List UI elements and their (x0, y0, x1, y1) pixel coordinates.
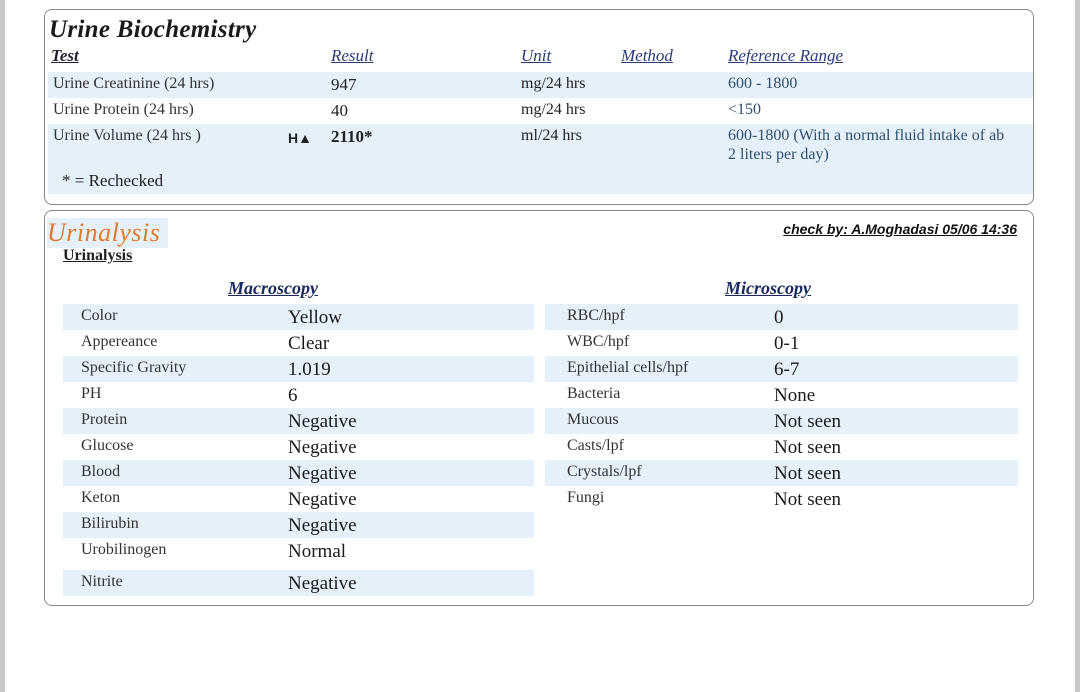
microscopy-label: WBC/hpf (567, 333, 630, 350)
macroscopy-value: Yellow (288, 307, 343, 328)
left-page-edge (0, 0, 5, 692)
macroscopy-label: Keton (81, 489, 121, 506)
macroscopy-value: 6 (288, 385, 298, 406)
list-item (63, 382, 534, 408)
result-value: 40 (331, 101, 348, 120)
macroscopy-label: Nitrite (81, 573, 123, 590)
microscopy-label: RBC/hpf (567, 307, 625, 324)
reference-range: 600 - 1800 (728, 75, 798, 92)
microscopy-value: 0-1 (774, 333, 800, 354)
list-item (63, 330, 534, 356)
macroscopy-value: Negative (288, 463, 357, 484)
result-value: 2110* (331, 127, 373, 146)
list-item (545, 460, 1018, 486)
macroscopy-value: Negative (288, 411, 357, 432)
right-page-edge (1075, 0, 1080, 692)
microscopy-value: 0 (774, 307, 784, 328)
unit: mg/24 hrs (521, 101, 586, 118)
list-item (545, 304, 1018, 330)
test-name: Urine Volume (24 hrs ) (53, 127, 201, 144)
test-name: Urine Creatinine (24 hrs) (53, 75, 215, 92)
microscopy-label: Mucous (567, 411, 619, 428)
macroscopy-value: Normal (288, 541, 347, 562)
unit: mg/24 hrs (521, 75, 586, 92)
list-item (545, 330, 1018, 356)
macroscopy-heading: Macroscopy (228, 278, 318, 298)
microscopy-heading: Microscopy (725, 278, 811, 298)
microscopy-value: Not seen (774, 463, 842, 484)
header-result: Result (331, 46, 374, 65)
header-test: Test (51, 46, 79, 65)
reference-range-continued: 2 liters per day) (728, 146, 829, 163)
header-unit: Unit (521, 46, 552, 65)
list-item (545, 486, 1018, 512)
macroscopy-label: Glucose (81, 437, 134, 454)
macroscopy-label: Specific Gravity (81, 359, 187, 376)
biochemistry-title: Urine Biochemistry (49, 16, 257, 43)
reference-range: 600-1800 (With a normal fluid intake of ab (728, 127, 1005, 144)
microscopy-value: Not seen (774, 437, 842, 458)
header-reference-range: Reference Range (728, 46, 843, 65)
microscopy-label: Crystals/lpf (567, 463, 642, 480)
macroscopy-value: Negative (288, 437, 357, 458)
list-item (63, 434, 534, 460)
table-row (48, 72, 1033, 98)
reference-range: <150 (728, 101, 762, 118)
checked-by-stamp: check by: A.Moghadasi 05/06 14:36 (783, 221, 1017, 237)
list-item (545, 382, 1018, 408)
macroscopy-label: Bilirubin (81, 515, 139, 532)
microscopy-value: Not seen (774, 411, 842, 432)
macroscopy-label: Blood (81, 463, 121, 480)
result-value: 947 (331, 75, 357, 94)
list-item (545, 434, 1018, 460)
macroscopy-value: Negative (288, 489, 357, 510)
microscopy-value: Not seen (774, 489, 842, 510)
list-item (63, 570, 534, 596)
macroscopy-label: Urobilinogen (81, 541, 167, 558)
microscopy-label: Casts/lpf (567, 437, 624, 454)
microscopy-value: None (774, 385, 816, 406)
urinalysis-title: Urinalysis (47, 218, 168, 248)
table-row (48, 124, 1033, 194)
macroscopy-label: Protein (81, 411, 128, 428)
header-method: Method (621, 46, 673, 65)
list-item (545, 408, 1018, 434)
microscopy-value: 6-7 (774, 359, 800, 380)
urinalysis-subtitle: Urinalysis (63, 247, 133, 264)
list-item (63, 356, 534, 382)
microscopy-label: Fungi (567, 489, 605, 506)
macroscopy-label: Color (81, 307, 118, 324)
macroscopy-label: Appereance (81, 333, 158, 350)
list-item (63, 408, 534, 434)
list-item (63, 512, 534, 538)
macroscopy-value: Clear (288, 333, 330, 354)
macroscopy-value: 1.019 (288, 359, 331, 380)
list-item (63, 460, 534, 486)
high-flag: H▲ (288, 130, 312, 146)
rechecked-note: * = Rechecked (62, 171, 164, 190)
urine-biochemistry-panel (44, 9, 1034, 205)
macroscopy-value: Negative (288, 515, 357, 536)
unit: ml/24 hrs (521, 127, 582, 144)
table-row (48, 98, 1033, 124)
list-item (63, 486, 534, 512)
urinalysis-panel (44, 210, 1034, 606)
list-item (63, 304, 534, 330)
list-item (63, 538, 534, 564)
list-item (545, 356, 1018, 382)
macroscopy-value: Negative (288, 573, 357, 594)
microscopy-label: Bacteria (567, 385, 621, 402)
microscopy-label: Epithelial cells/hpf (567, 359, 689, 376)
test-name: Urine Protein (24 hrs) (53, 101, 194, 118)
macroscopy-label: PH (81, 385, 102, 402)
